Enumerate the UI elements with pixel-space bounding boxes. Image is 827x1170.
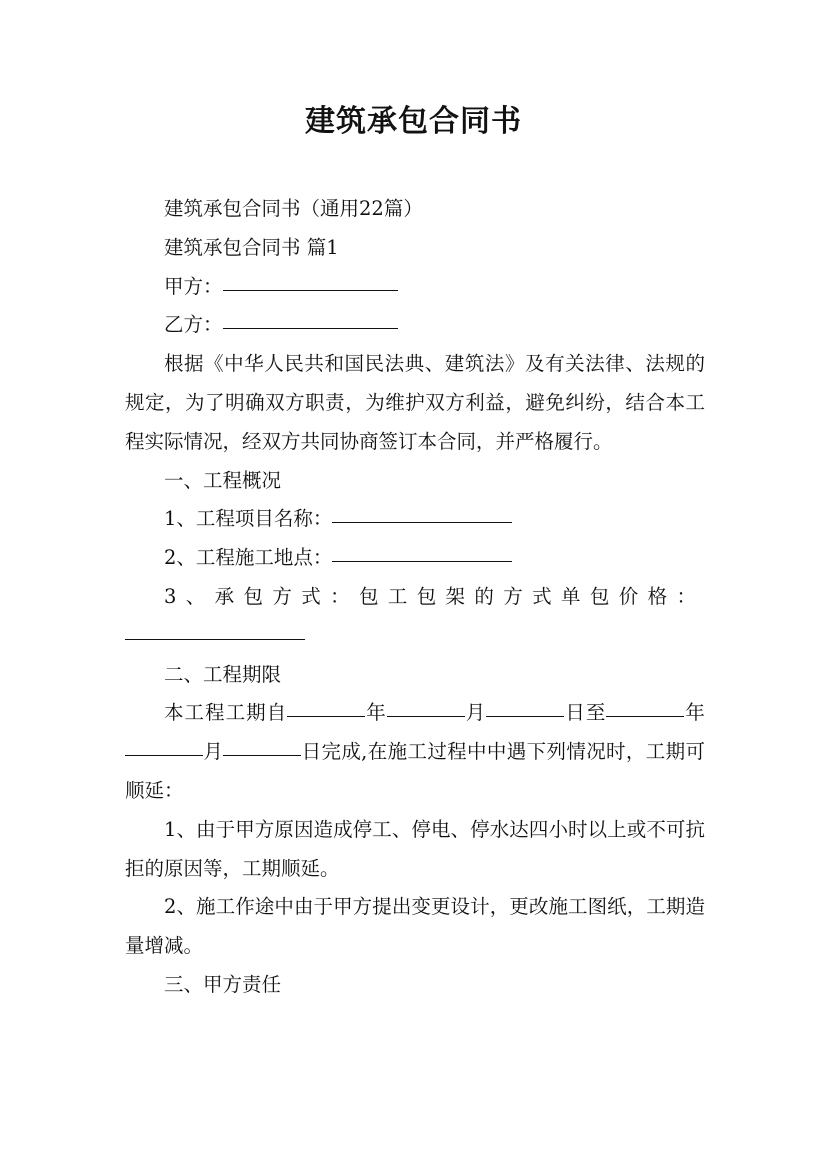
- party-a-label: 甲方：: [164, 274, 223, 298]
- item-1-2-blank: [332, 540, 512, 562]
- item-1-1-line: [125, 500, 705, 539]
- subtitle: 建筑承包合同书（通用22篇）: [164, 197, 423, 220]
- item-1-3-label: 3、承包方式：包工包架的方式单包价格：: [164, 584, 705, 608]
- period-paragraph: [125, 694, 705, 810]
- day-done-label: 日完成,在施工过程中中遇下列情况时，工期可顺延：: [125, 740, 705, 802]
- item-1-1-blank: [332, 501, 512, 523]
- part-heading: 建筑承包合同书 篇1: [164, 235, 339, 259]
- item-1-1-label: 1、工程项目名称：: [164, 507, 333, 531]
- item-1-2-line: [125, 539, 705, 578]
- period-start-label: 本工程工期自: [164, 701, 288, 725]
- section-2-title: 二、工程期限: [164, 662, 282, 686]
- party-a-line: [125, 268, 705, 307]
- party-b-label: 乙方：: [164, 313, 223, 337]
- end-year-blank: [606, 695, 684, 717]
- party-a-blank: [223, 268, 398, 290]
- start-year-blank: [287, 695, 365, 717]
- item-1-3-blank-line: [125, 617, 705, 656]
- day-to-label: 日至: [564, 701, 607, 725]
- start-year-label: 年: [365, 701, 387, 725]
- end-day-blank: [223, 734, 301, 756]
- end-month-label: 月: [203, 740, 224, 764]
- party-b-blank: [223, 307, 398, 329]
- section-3-title: 三、甲方责任: [164, 972, 282, 996]
- document-title: 建筑承包合同书: [305, 104, 522, 139]
- item-1-2-label: 2、工程施工地点：: [164, 546, 333, 570]
- item-1-3-blank: [125, 617, 305, 639]
- preamble-paragraph: 根据《中华人民共和国民法典、建筑法》及有关法律、法规的规定，为了明确双方职责，为维护双方利益，避免纠纷，结合本工程实际情况，经双方共同协商签订本合同，并严格履行。: [125, 352, 705, 453]
- section-1-title: 一、工程概况: [164, 468, 282, 492]
- start-month-blank: [387, 695, 465, 717]
- start-day-blank: [486, 695, 564, 717]
- start-month-label: 月: [464, 701, 487, 725]
- item-2-2-paragraph: 2、施工作途中由于甲方提出变更设计，更改施工图纸，工期造量增减。: [125, 895, 705, 958]
- item-2-1-paragraph: 1、由于甲方原因造成停工、停电、停水达四小时以上或不可抗拒的原因等，工期顺延。: [125, 817, 705, 880]
- end-month-blank: [125, 734, 203, 756]
- party-b-line: [125, 306, 705, 345]
- end-year-label: 年: [684, 701, 705, 725]
- document-body: [125, 190, 705, 1005]
- item-1-3-line: [125, 578, 705, 617]
